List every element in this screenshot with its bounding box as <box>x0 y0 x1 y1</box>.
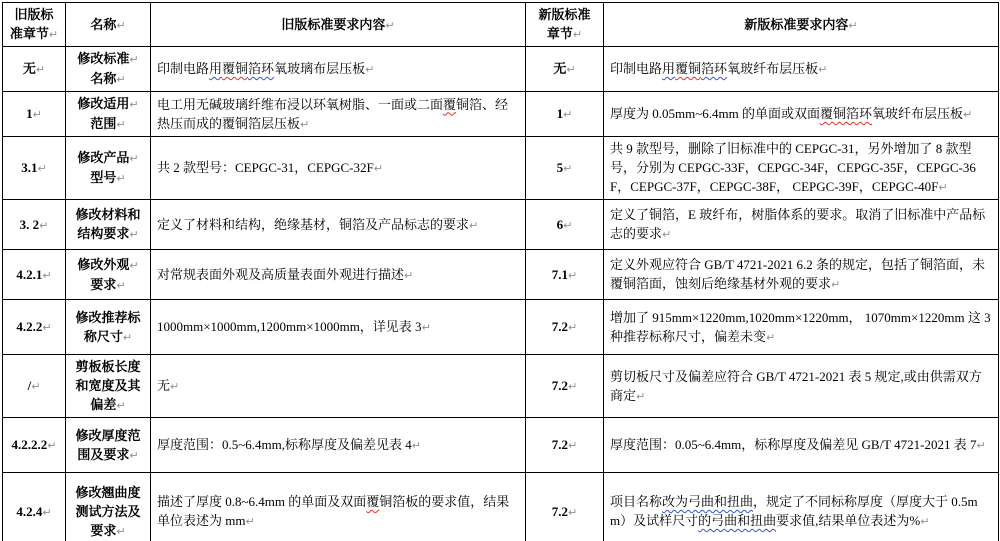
name-cell: 修改外观↵ 要求↵ <box>66 250 151 300</box>
paragraph-mark: ↵ <box>129 228 139 241</box>
paragraph-mark: ↵ <box>662 228 672 241</box>
paragraph-mark: ↵ <box>766 330 776 344</box>
paragraph-mark: ↵ <box>365 63 375 76</box>
paragraph-mark: ↵ <box>37 162 47 175</box>
table-row <box>3 250 999 300</box>
paragraph-mark: ↵ <box>938 181 948 194</box>
old-chapter-cell: 4.2.2.2↵ <box>3 418 66 473</box>
old-content-cell: 无↵ <box>151 355 526 418</box>
paragraph-mark: ↵ <box>818 63 828 76</box>
old-chapter-cell: 3. 2↵ <box>3 200 66 250</box>
old-content-cell: 共 2 款型号：CEPGC-31，CEPGC-32F↵ <box>151 137 526 200</box>
spellcheck-underline-red: 覆 <box>366 494 380 509</box>
header-old-chapter: 旧版标 准章节↵ <box>3 3 66 47</box>
paragraph-mark: ↵ <box>411 439 421 452</box>
new-chapter-cell: 7.2↵ <box>526 473 604 541</box>
paragraph-mark: ↵ <box>31 380 41 393</box>
paragraph-mark: ↵ <box>848 18 858 32</box>
paragraph-mark: ↵ <box>39 218 49 232</box>
new-content-cell: 印制电路用覆铜箔环氧玻纤布层压板↵ <box>604 47 999 92</box>
paragraph-mark: ↵ <box>831 278 841 291</box>
old-content-cell: 对常规表面外观及高质量表面外观进行描述↵ <box>151 250 526 300</box>
old-content-cell: 定义了材料和结构，绝缘基材，铜箔及产品标志的要求↵ <box>151 200 526 250</box>
name-cell: 修改厚度范 围及要求↵ <box>66 418 151 473</box>
old-chapter-cell: 4.2.2↵ <box>3 300 66 355</box>
new-chapter-cell: 7.2↵ <box>526 300 604 355</box>
new-chapter-cell: 7.2↵ <box>526 418 604 473</box>
paragraph-mark: ↵ <box>129 448 139 462</box>
old-chapter-cell: 4.2.1↵ <box>3 250 66 300</box>
new-content-cell: 厚度为 0.05mm~6.4mm 的单面或双面覆铜箔环氧玻纤布层压板↵ <box>604 92 999 137</box>
header-new-chapter: 新版标准 章节↵ <box>526 3 604 47</box>
name-cell: 修改推荐标 称尺寸↵ <box>66 300 151 355</box>
paragraph-mark: ↵ <box>568 380 578 393</box>
header-name: 名称↵ <box>66 3 151 47</box>
paragraph-mark: ↵ <box>566 63 576 76</box>
new-chapter-cell: 6↵ <box>526 200 604 250</box>
new-chapter-cell: 7.2↵ <box>526 355 604 418</box>
paragraph-mark: ↵ <box>469 218 479 232</box>
name-cell: 修改产品↵ 型号↵ <box>66 137 151 200</box>
table-row <box>3 92 999 137</box>
paragraph-mark: ↵ <box>373 162 383 175</box>
paragraph-mark: ↵ <box>116 73 126 86</box>
spellcheck-underline-blue: 箔环 <box>248 61 275 76</box>
header-row <box>3 3 999 47</box>
name-cell: 修改标准↵ 名称↵ <box>66 47 151 92</box>
spellcheck-underline-blue: 改为弓曲和扭曲 <box>662 494 754 509</box>
paragraph-mark: ↵ <box>300 117 310 131</box>
paragraph-mark: ↵ <box>116 524 126 538</box>
table-row <box>3 137 999 200</box>
paragraph-mark: ↵ <box>116 399 126 412</box>
spellcheck-underline-blue: 的弓曲和扭曲 <box>698 513 777 528</box>
paragraph-mark: ↵ <box>116 118 126 131</box>
spellcheck-underline-red: 覆铜 <box>222 61 249 76</box>
paragraph-mark: ↵ <box>47 439 57 452</box>
paragraph-mark: ↵ <box>245 515 255 528</box>
table-row <box>3 300 999 355</box>
paragraph-mark: ↵ <box>42 505 52 519</box>
table-row <box>3 355 999 418</box>
paragraph-mark: ↵ <box>129 53 139 66</box>
paragraph-mark: ↵ <box>129 258 139 272</box>
table-row <box>3 473 999 541</box>
new-content-cell: 项目名称改为弓曲和扭曲，规定了不同标称厚度（厚度大于 0.5mm）及试样尺寸的弓曲和扭曲要求值,结果单位表述为%↵ <box>604 473 999 541</box>
name-cell: 剪板板长度 和宽度及其 偏差↵ <box>66 355 151 418</box>
new-chapter-cell: 无↵ <box>526 47 604 92</box>
new-chapter-cell: 1↵ <box>526 92 604 137</box>
spellcheck-underline-red: 覆铜箔环 <box>819 106 872 121</box>
spellcheck-underline-blue: 箔环 <box>701 61 728 76</box>
paragraph-mark: ↵ <box>116 278 126 292</box>
table-row <box>3 200 999 250</box>
spellcheck-underline-blue: 用 <box>209 61 223 76</box>
new-content-cell: 剪切板尺寸及偏差应符合 GB/T 4721-2021 表 5 规定,或由供需双方商定↵ <box>604 355 999 418</box>
old-content-cell: 印制电路用覆铜箔环氧玻璃布层压板↵ <box>151 47 526 92</box>
paragraph-mark: ↵ <box>122 330 133 344</box>
new-content-cell: 共 9 款型号，删除了旧标准中的 CEPGC-31，另外增加了 8 款型号，分别为 CEPGC-33F，CEPGC-34F，CEPGC-35F，CEPGC-36F，CEPGC-37F，CEPGC-38F， CEPGC-39F，CEPGC-40F↵ <box>604 137 999 200</box>
paragraph-mark: ↵ <box>116 172 126 185</box>
new-content-cell: 定义外观应符合 GB/T 4721-2021 6.2 条的规定，包括了铜箔面，未覆铜箔面，蚀刻后绝缘基材外观的要求↵ <box>604 250 999 300</box>
header-old-content: 旧版标准要求内容↵ <box>151 3 526 47</box>
new-content-cell: 增加了 915mm×1220mm,1020mm×1220mm， 1070mm×1220mm 这 3 种推荐标称尺寸，偏差未变↵ <box>604 300 999 355</box>
old-content-cell: 电工用无碱玻璃纤维布浸以环氧树脂、一面或二面覆铜箔、经热压而成的覆铜箔层压板↵ <box>151 92 526 137</box>
paragraph-mark: ↵ <box>568 439 578 452</box>
paragraph-mark: ↵ <box>129 152 139 165</box>
paragraph-mark: ↵ <box>563 162 573 175</box>
paragraph-mark: ↵ <box>42 268 52 282</box>
spellcheck-underline-red: 覆 <box>443 96 457 112</box>
paragraph-mark: ↵ <box>568 505 578 519</box>
standard-comparison-table <box>2 2 999 541</box>
paragraph-mark: ↵ <box>572 28 583 41</box>
paragraph-mark: ↵ <box>35 63 46 76</box>
old-content-cell: 厚度范围：0.5~6.4mm,标称厚度及偏差见表 4↵ <box>151 418 526 473</box>
paragraph-mark: ↵ <box>920 515 930 528</box>
name-cell: 修改材料和 结构要求↵ <box>66 200 151 250</box>
spellcheck-underline-red: 覆铜 <box>675 61 702 76</box>
paragraph-mark: ↵ <box>404 268 414 282</box>
header-new-content: 新版标准要求内容↵ <box>604 3 999 47</box>
old-chapter-cell: 4.2.4↵ <box>3 473 66 541</box>
paragraph-mark: ↵ <box>385 18 395 32</box>
name-cell: 修改翘曲度 测试方法及 要求↵ <box>66 473 151 541</box>
paragraph-mark: ↵ <box>170 380 180 393</box>
old-content-cell: 1000mm×1000mm,1200mm×1000mm，详见表 3↵ <box>151 300 526 355</box>
paragraph-mark: ↵ <box>129 98 139 111</box>
new-chapter-cell: 5↵ <box>526 137 604 200</box>
name-cell: 修改适用↵ 范围↵ <box>66 92 151 137</box>
paragraph-mark: ↵ <box>563 218 573 232</box>
old-content-cell: 描述了厚度 0.8~6.4mm 的单面及双面覆铜箔板的要求值，结果单位表述为 mm↵ <box>151 473 526 541</box>
paragraph-mark: ↵ <box>32 108 42 121</box>
paragraph-mark: ↵ <box>976 439 986 452</box>
paragraph-mark: ↵ <box>563 108 573 121</box>
paragraph-mark: ↵ <box>116 18 126 32</box>
paragraph-mark: ↵ <box>42 321 52 334</box>
paragraph-mark: ↵ <box>48 28 59 41</box>
paragraph-mark: ↵ <box>568 321 578 334</box>
new-content-cell: 定义了铜箔，E 玻纤布，树脂体系的要求。取消了旧标准中产品标志的要求↵ <box>604 200 999 250</box>
old-chapter-cell: 无↵ <box>3 47 66 92</box>
old-chapter-cell: 1↵ <box>3 92 66 137</box>
paragraph-mark: ↵ <box>568 268 578 282</box>
new-content-cell: 厚度范围：0.05~6.4mm，标称厚度及偏差见 GB/T 4721-2021 表 7↵ <box>604 418 999 473</box>
paragraph-mark: ↵ <box>636 389 646 403</box>
old-chapter-cell: /↵ <box>3 355 66 418</box>
table-row <box>3 47 999 92</box>
table-row <box>3 418 999 473</box>
old-chapter-cell: 3.1↵ <box>3 137 66 200</box>
paragraph-mark: ↵ <box>421 321 431 334</box>
new-chapter-cell: 7.1↵ <box>526 250 604 300</box>
paragraph-mark: ↵ <box>963 108 973 121</box>
spellcheck-underline-blue: 用 <box>662 61 676 76</box>
